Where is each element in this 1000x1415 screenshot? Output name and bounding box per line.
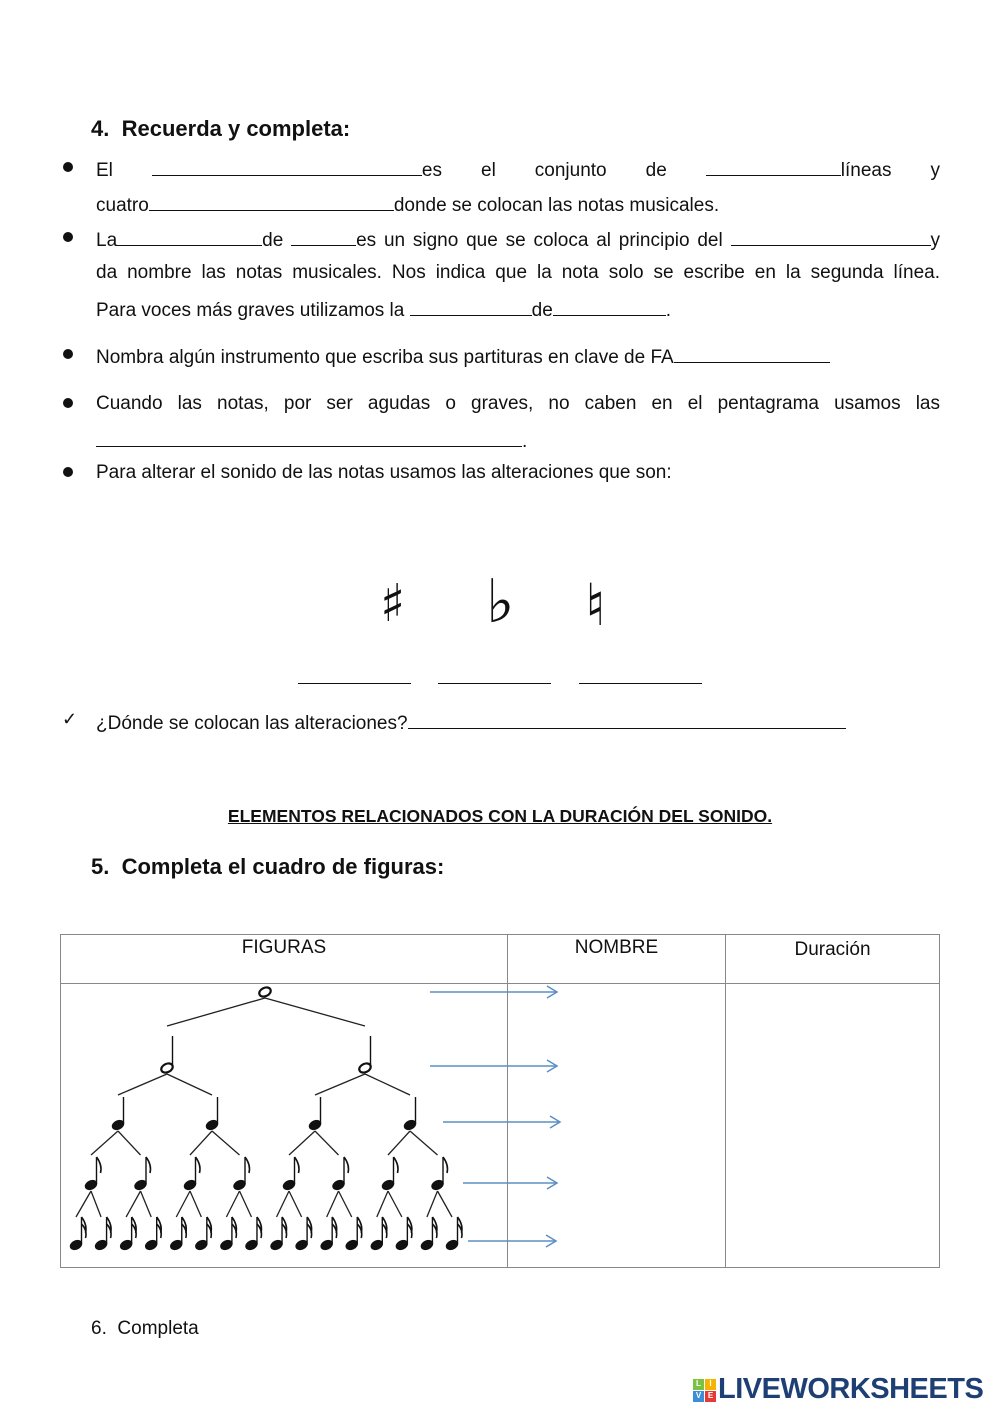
- logo-badge-i: I: [705, 1379, 716, 1390]
- section-5-heading: 5. Completa el cuadro de figuras:: [91, 854, 445, 879]
- question-line: ¿Dónde se colocan las alteraciones?: [96, 710, 940, 735]
- tree-branch-line: [377, 1191, 388, 1217]
- sharp-icon: ♯: [380, 574, 406, 634]
- tree-branch-line: [141, 1191, 152, 1217]
- tree-branch-line: [76, 1191, 91, 1217]
- tree-branch-line: [327, 1191, 339, 1217]
- tree-branch-line: [339, 1191, 352, 1217]
- tree-branch-line: [365, 1074, 410, 1095]
- bullet-4-line-2: .: [96, 428, 940, 453]
- tree-branch-line: [126, 1191, 140, 1217]
- tree-branch-line: [315, 1074, 365, 1095]
- tree-branch-line: [277, 1191, 289, 1217]
- redonda-note-icon: [258, 986, 272, 999]
- section-6-heading: 6. Completa: [91, 1318, 199, 1339]
- tree-branch-line: [410, 1131, 438, 1155]
- liveworksheets-logo: LIVEWORKSHEETS: [718, 1373, 984, 1405]
- tree-branch-line: [212, 1131, 240, 1155]
- tree-branch-line: [118, 1074, 167, 1095]
- natural-icon: ♮: [585, 571, 606, 639]
- tree-branch-line: [167, 998, 265, 1026]
- subheading: ELEMENTOS RELACIONADOS CON LA DURACIÓN DEL SONIDO.: [227, 806, 773, 826]
- tree-branch-line: [176, 1191, 190, 1217]
- tree-branch-line: [91, 1131, 118, 1155]
- bullet-1-line-1: El es el conjunto de líneas y: [96, 157, 940, 182]
- header-duracion: Duración: [726, 935, 940, 984]
- tree-branch-line: [438, 1191, 453, 1217]
- tree-branch-line: [289, 1131, 315, 1155]
- tree-branch-line: [167, 1074, 212, 1095]
- logo-badge: [693, 1379, 716, 1402]
- bullet-2-line-1: La de es un signo que se coloca al principio del y: [96, 227, 940, 252]
- logo-badge-l: L: [693, 1379, 704, 1390]
- bullet-2-line-3: Para voces más graves utilizamos la de .: [96, 297, 940, 322]
- tree-branch-line: [388, 1191, 402, 1217]
- flat-icon: ♭: [486, 567, 515, 637]
- tree-branch-line: [91, 1191, 101, 1217]
- tree-branch-line: [190, 1191, 201, 1217]
- tree-branch-line: [118, 1131, 141, 1155]
- tree-branch-line: [240, 1191, 252, 1217]
- bullet-2-line-2: da nombre las notas musicales. Nos indica que la nota solo se escribe en la segunda línea.: [96, 262, 940, 283]
- tree-branch-line: [226, 1191, 239, 1217]
- section-4-heading: 4. Recuerda y completa:: [91, 116, 351, 141]
- header-nombre: NOMBRE: [508, 935, 726, 984]
- tree-branch-line: [315, 1131, 339, 1155]
- tree-branch-line: [427, 1191, 438, 1217]
- bullet-4-line-1: Cuando las notas, por ser agudas o graves, no caben en el pentagrama usamos las: [96, 393, 940, 414]
- bullet-1-line-2: cuatro donde se colocan las notas musicales.: [96, 192, 940, 217]
- tree-branch-line: [265, 998, 365, 1026]
- tree-branch-line: [289, 1191, 302, 1217]
- check-icon: ✓: [62, 709, 78, 729]
- bullet-3: Nombra algún instrumento que escriba sus partituras en clave de FA: [96, 344, 940, 369]
- logo-badge-e: E: [705, 1391, 716, 1402]
- header-figuras: FIGURAS: [61, 935, 508, 984]
- tree-branch-line: [190, 1131, 212, 1155]
- bullet-5: Para alterar el sonido de las notas usamos las alteraciones que son:: [96, 462, 672, 483]
- tree-branch-line: [388, 1131, 410, 1155]
- logo-badge-v: V: [693, 1391, 704, 1402]
